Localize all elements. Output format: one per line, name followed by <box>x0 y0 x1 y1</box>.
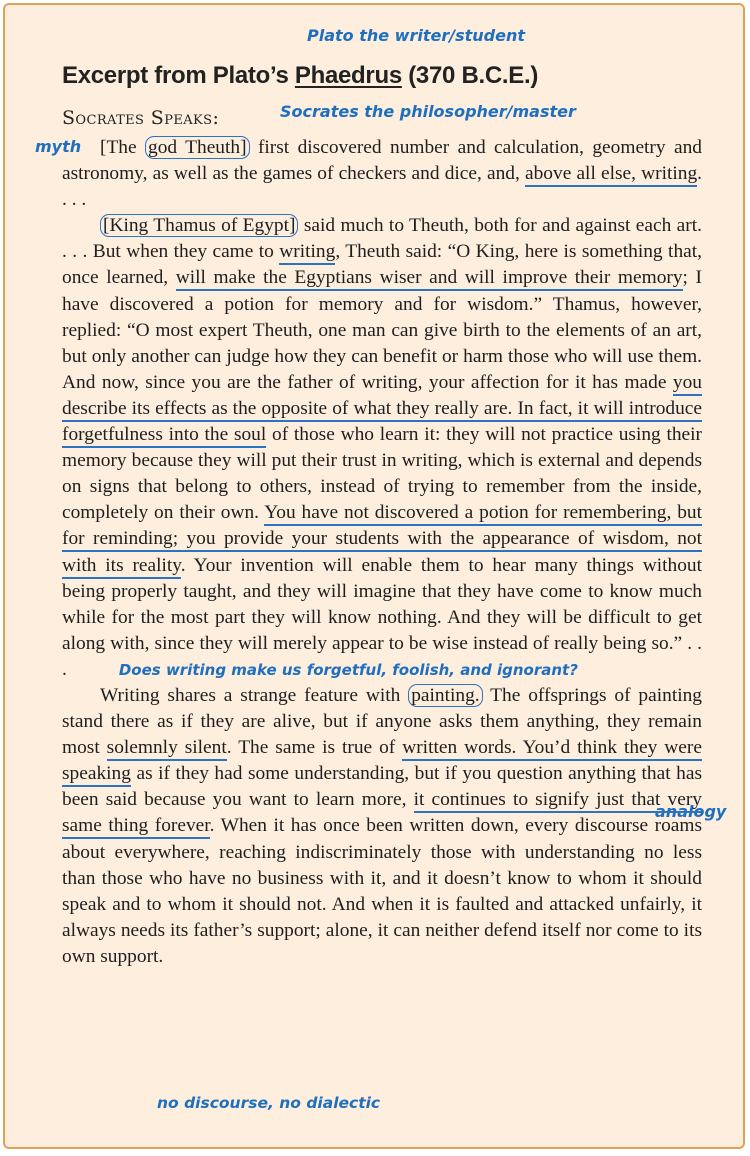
annotation-myth: myth <box>35 137 82 156</box>
excerpt-panel <box>3 3 745 1149</box>
text-span: Writing shares a strange feature with <box>100 684 409 706</box>
underlined-same-thing-forever: it continues to signify just that very same thing forever <box>62 789 702 839</box>
text-span: said much to Theuth, both for and against each art. . . . But when they came to <box>62 215 702 263</box>
underlined-wiser-memory: will make the Egyptians wiser and will improve their memory <box>176 267 683 291</box>
text-span: first discovered number and calculation, geometry and astronomy, as well as the games of checkers and dice, and, <box>62 137 702 185</box>
underlined-writing: writing <box>279 241 335 265</box>
underlined-solemnly-silent: solemnly silent <box>107 737 227 761</box>
text-span: . . . . <box>62 163 703 211</box>
underlined-above-all-writing: above all else, writing <box>525 163 697 187</box>
excerpt-text <box>62 135 702 970</box>
text-span: , Theuth said: “O King, here is something that, once learned, <box>62 241 702 289</box>
paragraph-1 <box>62 135 702 213</box>
circled-god-theuth: god Theuth] <box>145 136 250 159</box>
text-span: [The <box>100 137 146 158</box>
annotation-question: Does writing make us forgetful, foolish, and ignorant? <box>118 660 578 679</box>
annotation-no-discourse: no discourse, no dialectic <box>157 1094 381 1112</box>
title-work: Phaedrus <box>294 62 402 89</box>
text-span: The offsprings of painting stand there as if they are alive, but if anyone asks them anything, they remain most <box>62 684 702 759</box>
page-title <box>62 62 538 90</box>
annotation-philosopher: Socrates the philosopher/master <box>280 102 576 121</box>
underlined-written-words: written words. You’d think they were speaking <box>62 737 702 787</box>
underlined-forgetfulness: you describe its effects as the opposite of what they really are. In fact, it will introduce forgetfulness into the soul <box>62 372 702 448</box>
text-span: ; I have discovered a potion for memory and for wisdom.” Thamus, however, replied: “O most expert Theuth, one man can give birth to the elements of an art, but only another can judge how they can benefit or harm those who will use them. And now, since you are the father of writing, your affection for it has made <box>62 267 702 393</box>
circled-king-thamus: [King Thamus of Egypt] <box>100 214 298 237</box>
title-suffix: (370 B.C.E.) <box>401 62 539 89</box>
underlined-appearance-of-wisdom: You have not discovered a potion for remembering, but for reminding; you provide your students with the appearance of wisdom, not with its reality <box>62 502 702 578</box>
text-span: of those who learn it: they will not practice using their memory because they will put their trust in writing, which is external and depends on signs that belong to others, instead of trying to remember from the inside, completely on their own. <box>62 424 703 524</box>
speaker-heading: Socrates Speaks: <box>62 107 220 129</box>
circled-painting: painting. <box>408 684 482 707</box>
text-span: . When it has once been written down, every discourse roams about everywhere, reaching indiscriminately those with understanding no less than those who have no business with it, and it doesn’t know to whom it should speak and to whom it should not. And when it is faulted and attacked unfairly, it always needs its father’s support; alone, it can neither defend itself nor come to its own support. <box>62 815 702 967</box>
paragraph-2 <box>62 213 702 683</box>
text-span: . Your invention will enable them to hear many things without being properly taught, and they will imagine that they have come to know much while for the most part they will know nothing. And they will be difficult to get along with, since they will merely appear to be wise instead of really being so.” . . . <box>62 554 702 680</box>
paragraph-3 <box>62 683 702 970</box>
title-prefix: Excerpt from Plato’s <box>62 62 295 89</box>
text-span: as if they had some understanding, but if you question anything that has been said because you want to learn more, <box>62 763 702 811</box>
annotation-analogy: analogy <box>655 802 727 821</box>
text-span: . The same is true of <box>226 737 403 759</box>
annotation-writer: Plato the writer/student <box>307 26 525 45</box>
